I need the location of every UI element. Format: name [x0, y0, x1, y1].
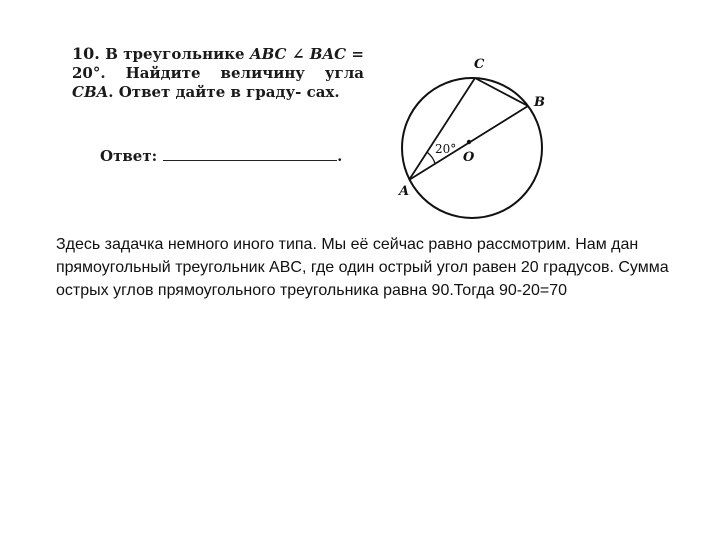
problem-number: 10.	[72, 44, 100, 63]
answer-line	[100, 146, 342, 165]
label-a: A	[399, 184, 410, 199]
geometry-figure	[390, 40, 565, 220]
label-c: C	[474, 57, 485, 72]
problem-text-line1: В треугольнике	[105, 45, 245, 63]
label-o: O	[463, 150, 475, 165]
label-b: B	[534, 95, 545, 110]
answer-blank	[163, 146, 337, 161]
problem-text-line4: сах.	[306, 83, 340, 101]
angle-arc	[427, 152, 435, 164]
target-angle: CBA	[72, 83, 109, 101]
triangle-name: ABC	[249, 45, 287, 63]
side-cb	[475, 78, 528, 106]
explanation-text: Здесь задачка немного иного типа. Мы её сейчас равно рассмотрим. Нам дан прямоугольный треугольник ABC, где один острый угол равен 20 градусов. Сумма острых углов прямоугольного треугольника равна 90.Тогда 90-20=70	[56, 236, 669, 299]
problem-text-line3-prefix: угла	[324, 64, 364, 82]
center-point	[467, 140, 471, 144]
angle-name: BAC	[309, 45, 347, 63]
answer-end: .	[337, 147, 343, 165]
problem-text-line3-suffix: . Ответ дайте в граду-	[108, 83, 302, 101]
problem-statement	[72, 44, 364, 102]
angle-label: 20°	[435, 142, 457, 156]
angle-sign: ∠	[291, 45, 305, 63]
angle-value: = 20°. Найдите величину	[72, 45, 364, 82]
circle	[402, 78, 542, 218]
answer-label: Ответ:	[100, 147, 158, 165]
figure-svg	[390, 40, 565, 220]
